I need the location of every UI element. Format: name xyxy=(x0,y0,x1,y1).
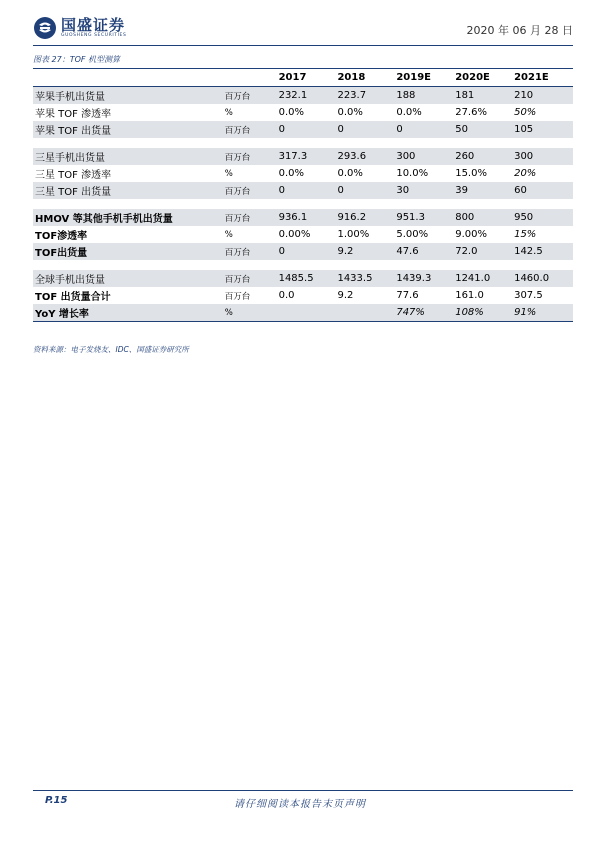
table-row xyxy=(33,226,573,243)
header-blank-label xyxy=(33,69,225,87)
table-cell: 0.0% xyxy=(396,107,422,118)
logo-text: 国盛证券 xyxy=(61,16,126,34)
table-cell: 47.6 xyxy=(396,243,455,260)
tof-model-table xyxy=(33,68,573,322)
table-cell xyxy=(337,304,396,322)
group-spacer xyxy=(33,138,573,148)
table-cell: 108% xyxy=(455,304,514,322)
table-cell: 27.6% xyxy=(455,107,487,118)
row-unit: 百万台 xyxy=(225,121,279,138)
row-unit: % xyxy=(225,304,279,322)
table-row xyxy=(33,243,573,260)
row-unit: 百万台 xyxy=(225,148,279,165)
table-cell: 317.3 xyxy=(279,148,338,165)
table-cell: 1.00% xyxy=(337,229,370,240)
table-cell: 800 xyxy=(455,209,514,226)
column-header: 2021E xyxy=(514,72,549,83)
table-cell: 20% xyxy=(514,168,537,179)
table-cell: 0 xyxy=(279,182,338,199)
table-cell: 232.1 xyxy=(279,87,338,105)
table-cell: 0.00% xyxy=(278,229,311,240)
group-spacer xyxy=(33,199,573,209)
table-cell: 0 xyxy=(396,121,455,138)
table-caption: 图表 27：TOF 机型测算 xyxy=(33,55,121,64)
table-cell: 210 xyxy=(514,87,573,105)
table-cell: 300 xyxy=(514,148,573,165)
row-label: TOF渗透率 xyxy=(35,231,88,242)
table-cell: 950 xyxy=(514,209,573,226)
table-cell: 188 xyxy=(396,87,455,105)
source-note: 资料来源：电子发烧友、IDC、国盛证券研究所 xyxy=(33,345,189,354)
table-cell: 50% xyxy=(514,107,537,118)
table-cell: 0.0% xyxy=(278,168,304,179)
table-cell: 0 xyxy=(279,243,338,260)
table-cell: 0 xyxy=(337,182,396,199)
report-date: 2020 年 06 月 28 日 xyxy=(466,24,573,37)
table-cell: 0.0 xyxy=(278,290,295,301)
table-cell: 72.0 xyxy=(455,243,514,260)
footer-divider xyxy=(33,790,573,791)
table-cell: 9.2 xyxy=(337,243,396,260)
row-unit: 百万台 xyxy=(225,87,279,105)
table-row xyxy=(33,287,573,304)
table-cell: 181 xyxy=(455,87,514,105)
page-number: P.15 xyxy=(45,795,68,806)
table-row xyxy=(33,148,573,165)
table-cell: 293.6 xyxy=(337,148,396,165)
column-header: 2017 xyxy=(278,72,307,83)
table-cell: 39 xyxy=(455,182,514,199)
table-cell: 307.5 xyxy=(514,290,543,301)
table-cell: 747% xyxy=(396,304,455,322)
table-row xyxy=(33,182,573,199)
table-row xyxy=(33,270,573,287)
logo-subtext: GUOSHENG SECURITIES xyxy=(61,33,127,38)
table-cell: 1439.3 xyxy=(396,270,455,287)
table-cell: 1460.0 xyxy=(514,270,573,287)
table-row xyxy=(33,304,573,322)
table-cell: 9.2 xyxy=(337,290,354,301)
table-cell: 0.0% xyxy=(278,107,304,118)
table-cell: 91% xyxy=(514,304,573,322)
row-unit: % xyxy=(224,107,233,118)
table-cell: 77.6 xyxy=(396,290,419,301)
table-cell: 105 xyxy=(514,121,573,138)
brand-logo xyxy=(33,16,126,40)
header-divider xyxy=(33,45,573,46)
table-cell: 1485.5 xyxy=(279,270,338,287)
table-row xyxy=(33,87,573,105)
group-spacer xyxy=(33,260,573,270)
row-label: 三星 TOF 出货量 xyxy=(33,182,225,199)
table-cell: 0.0% xyxy=(337,107,363,118)
table-cell: 223.7 xyxy=(337,87,396,105)
row-unit: 百万台 xyxy=(224,291,251,302)
row-label: 三星 TOF 渗透率 xyxy=(35,170,112,181)
table-row xyxy=(33,121,573,138)
column-header: 2020E xyxy=(455,72,490,83)
table-cell: 300 xyxy=(396,148,455,165)
row-label: HMOV 等其他手机手机出货量 xyxy=(33,209,225,226)
row-label: YoY 增长率 xyxy=(33,304,225,322)
table-cell: 0 xyxy=(279,121,338,138)
table-cell: 916.2 xyxy=(337,209,396,226)
table-cell: 951.3 xyxy=(396,209,455,226)
table-cell: 1433.5 xyxy=(337,270,396,287)
guosheng-logo-icon xyxy=(33,16,57,40)
row-label: 苹果 TOF 出货量 xyxy=(33,121,225,138)
row-unit: % xyxy=(224,229,233,240)
table-cell: 10.0% xyxy=(396,168,429,179)
row-unit: 百万台 xyxy=(225,243,279,260)
table-cell: 0 xyxy=(337,121,396,138)
row-label: TOF出货量 xyxy=(33,243,225,260)
table-cell: 9.00% xyxy=(455,229,487,240)
row-unit: 百万台 xyxy=(225,209,279,226)
row-label: 苹果手机出货量 xyxy=(33,87,225,105)
table-cell: 936.1 xyxy=(279,209,338,226)
column-header: 2018 xyxy=(337,72,366,83)
row-label: 三星手机出货量 xyxy=(33,148,225,165)
header-blank-unit xyxy=(225,69,279,87)
row-unit: % xyxy=(224,168,233,179)
table-cell: 1241.0 xyxy=(455,270,514,287)
footer-disclaimer: 请仔细阅读本报告末页声明 xyxy=(234,799,366,810)
row-unit: 百万台 xyxy=(225,270,279,287)
table-row xyxy=(33,104,573,121)
table-cell: 260 xyxy=(455,148,514,165)
column-header: 2019E xyxy=(396,72,431,83)
table-cell: 5.00% xyxy=(396,229,429,240)
table-cell: 15% xyxy=(514,229,537,240)
table-cell: 0.0% xyxy=(337,168,363,179)
table-row xyxy=(33,209,573,226)
page-header xyxy=(33,16,573,46)
table-cell: 161.0 xyxy=(455,290,484,301)
table-cell: 15.0% xyxy=(455,168,487,179)
table-row xyxy=(33,165,573,182)
row-label: 全球手机出货量 xyxy=(33,270,225,287)
table-cell: 142.5 xyxy=(514,243,573,260)
row-label: 苹果 TOF 渗透率 xyxy=(35,109,112,120)
table-cell: 60 xyxy=(514,182,573,199)
table-cell xyxy=(279,304,338,322)
table-cell: 30 xyxy=(396,182,455,199)
table-header-row xyxy=(33,69,573,87)
row-unit: 百万台 xyxy=(225,182,279,199)
table-cell: 50 xyxy=(455,121,514,138)
row-label: TOF 出货量合计 xyxy=(35,292,111,303)
